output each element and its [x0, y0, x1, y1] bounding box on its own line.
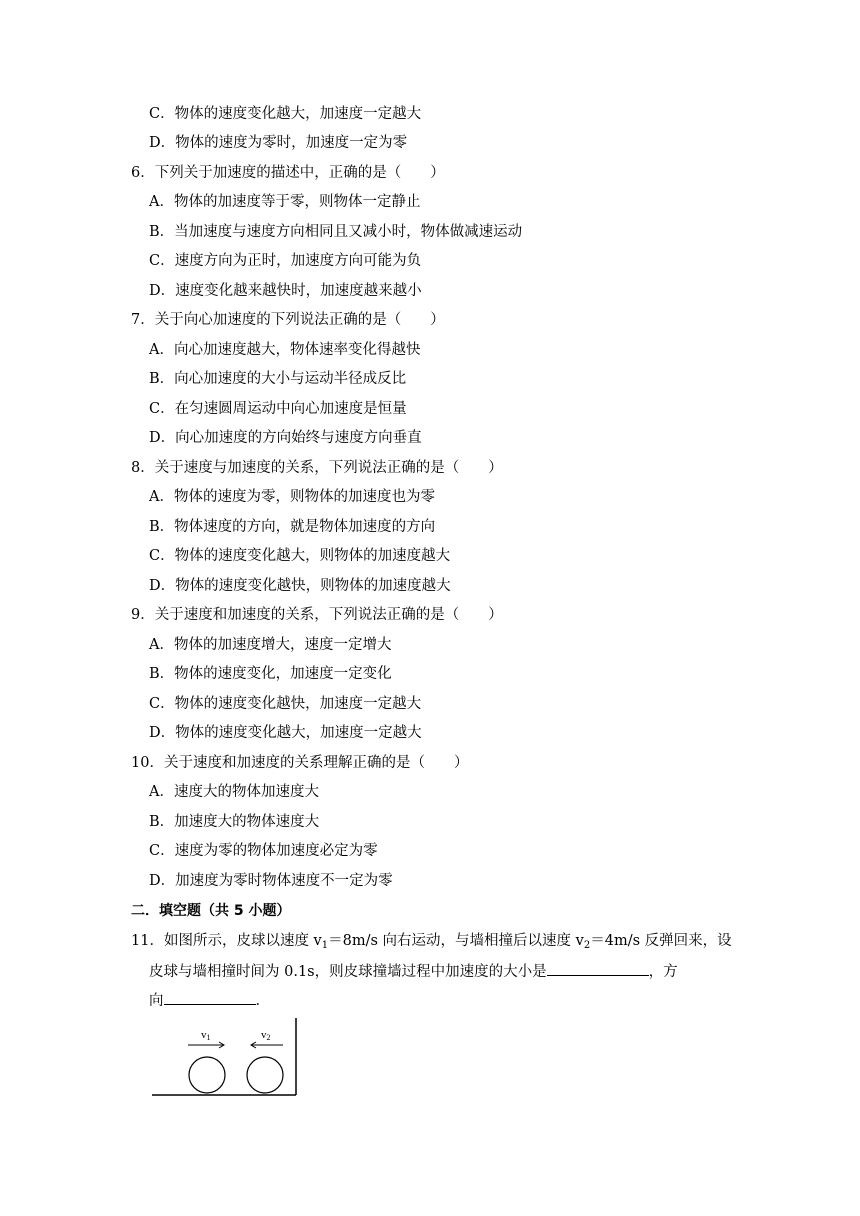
- q11-text-5: ，方: [648, 964, 678, 980]
- q9-stem: 9．关于速度和加速度的关系，下列说法正确的是（ ）: [131, 607, 503, 623]
- q5-option-d: D．物体的速度为零时，加速度一定为零: [149, 135, 408, 151]
- q8-stem: 8．关于速度与加速度的关系，下列说法正确的是（ ）: [131, 460, 503, 476]
- q9-option-d: D．物体的速度变化越大，加速度一定越大: [149, 725, 422, 741]
- answer-blank-magnitude[interactable]: [547, 961, 649, 976]
- q11-line-3: [149, 990, 270, 1011]
- q10-option-a: A．速度大的物体加速度大: [149, 784, 319, 800]
- q8-option-a: A．物体的速度为零，则物体的加速度也为零: [149, 489, 435, 505]
- q10-option-c: C．速度为零的物体加速度必定为零: [149, 843, 378, 859]
- q7-option-d: D．向心加速度的方向始终与速度方向垂直: [149, 430, 422, 446]
- q8-option-b: B．物体速度的方向，就是物体加速度的方向: [149, 519, 436, 535]
- q11-line-2: [149, 961, 678, 982]
- q9-option-a: A．物体的加速度增大，速度一定增大: [149, 637, 392, 653]
- section-heading-fill-in: 二．填空题（共 5 小题）: [131, 903, 291, 919]
- q6-option-c: C．速度方向为正时，加速度方向可能为负: [149, 253, 422, 269]
- answer-blank-direction[interactable]: [164, 990, 256, 1005]
- q6-stem: 6．下列关于加速度的描述中，正确的是（ ）: [131, 165, 445, 181]
- q6-option-d: D．速度变化越来越快时，加速度越来越小: [149, 283, 422, 299]
- ball-before-circle: [189, 1057, 225, 1093]
- label-v1: v1: [201, 1029, 211, 1042]
- q7-option-b: B．向心加速度的大小与运动半径成反比: [149, 371, 407, 387]
- q10-option-d: D．加速度为零时物体速度不一定为零: [149, 873, 393, 889]
- q11-text-3: ＝4m/s 反弹回来，设: [590, 933, 732, 949]
- q11-sub-2: 2: [583, 940, 591, 951]
- ball-wall-figure: [150, 1018, 298, 1098]
- q7-option-a: A．向心加速度越大，物体速率变化得越快: [149, 342, 421, 358]
- q8-option-c: C．物体的速度变化越大，则物体的加速度越大: [149, 548, 451, 564]
- q11-line-1: [131, 931, 732, 956]
- q5-option-c: C．物体的速度变化越大，加速度一定越大: [149, 106, 422, 122]
- q6-option-a: A．物体的加速度等于零，则物体一定静止: [149, 194, 421, 210]
- label-v2: v2: [261, 1029, 271, 1042]
- q11-text-4: 皮球与墙相撞时间为 0.1s，则皮球撞墙过程中加速度的大小是: [149, 964, 547, 980]
- q7-option-c: C．在匀速圆周运动中向心加速度是恒量: [149, 401, 407, 417]
- q11-text-7: ．: [255, 993, 270, 1009]
- q10-stem: 10．关于速度和加速度的关系理解正确的是（ ）: [131, 755, 469, 771]
- q10-option-b: B．加速度大的物体速度大: [149, 814, 320, 830]
- q7-stem: 7．关于向心加速度的下列说法正确的是（ ）: [131, 312, 445, 328]
- q9-option-b: B．物体的速度变化，加速度一定变化: [149, 666, 392, 682]
- q11-text-2: ＝8m/s 向右运动，与墙相撞后以速度 v: [328, 933, 584, 949]
- q6-option-b: B．当加速度与速度方向相同且又减小时，物体做减速运动: [149, 224, 523, 240]
- ball-after-circle: [247, 1057, 283, 1093]
- q9-option-c: C．物体的速度变化越快，加速度一定越大: [149, 696, 422, 712]
- q11-text-1: 11．如图所示，皮球以速度 v: [131, 933, 322, 949]
- q8-option-d: D．物体的速度变化越快，则物体的加速度越大: [149, 578, 451, 594]
- q11-text-6: 向: [149, 993, 164, 1009]
- q11-sub-1: 1: [321, 940, 329, 951]
